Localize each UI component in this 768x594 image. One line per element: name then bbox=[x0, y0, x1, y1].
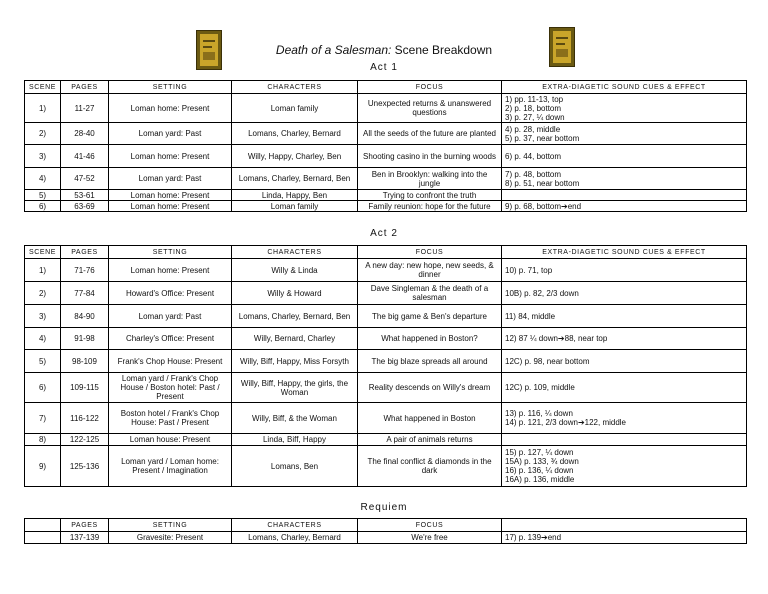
cue-line: 1) pp. 11-13, top bbox=[505, 94, 564, 104]
cell-scene: 1) bbox=[25, 259, 61, 282]
col-scene: SCENE bbox=[25, 81, 61, 94]
cell-scene: 8) bbox=[25, 434, 61, 446]
cell-scene: 6) bbox=[25, 201, 61, 212]
col-setting: SETTING bbox=[109, 246, 232, 259]
cell-cues bbox=[502, 328, 747, 350]
cell-scene: 2) bbox=[25, 123, 61, 145]
cell-focus: Dave Singleman & the death of a salesman bbox=[358, 282, 502, 305]
cell-pages: 53-61 bbox=[61, 190, 109, 201]
cell-characters: Willy, Happy, Charley, Ben bbox=[232, 145, 358, 168]
cell-focus: Reality descends on Willy's dream bbox=[358, 373, 502, 403]
cell-characters: Willy & Howard bbox=[232, 282, 358, 305]
cell-scene bbox=[25, 532, 61, 544]
cell-focus: The big blaze spreads all around bbox=[358, 350, 502, 373]
cell-focus: We're free bbox=[358, 532, 502, 544]
cue-line: 10B) p. 82, 2/3 down bbox=[505, 288, 579, 298]
cell-scene: 4) bbox=[25, 328, 61, 350]
cell-cues bbox=[502, 532, 747, 544]
cell-setting: Loman yard: Past bbox=[109, 168, 232, 190]
cell-cues bbox=[502, 259, 747, 282]
cell-focus: All the seeds of the future are planted bbox=[358, 123, 502, 145]
cue-line: 10) p. 71, top bbox=[505, 265, 553, 275]
cell-scene: 1) bbox=[25, 94, 61, 123]
table-row bbox=[25, 403, 747, 434]
col-scene-empty bbox=[25, 519, 61, 532]
cell-characters: Lomans, Charley, Bernard bbox=[232, 123, 358, 145]
col-scene: SCENE bbox=[25, 246, 61, 259]
cue-line: 12) 87 ¼ down➔88, near top bbox=[505, 334, 608, 343]
table-row bbox=[25, 201, 747, 212]
document-title bbox=[0, 43, 768, 57]
table-row bbox=[25, 446, 747, 487]
act2-header-row bbox=[25, 246, 747, 259]
col-pages: PAGES bbox=[61, 81, 109, 94]
table-row bbox=[25, 328, 747, 350]
cell-pages: 63-69 bbox=[61, 201, 109, 212]
cell-setting: Howard's Office: Present bbox=[109, 282, 232, 305]
cell-characters: Willy, Biff, Happy, the girls, the Woman bbox=[232, 373, 358, 403]
cell-pages: 41-46 bbox=[61, 145, 109, 168]
act2-title: Act 2 bbox=[370, 228, 398, 239]
cell-scene: 7) bbox=[25, 403, 61, 434]
cue-line: 14) p. 121, 2/3 down➔122, middle bbox=[505, 418, 627, 427]
cue-line: 9) p. 68, bottom➔end bbox=[505, 201, 582, 211]
act1-title: Act 1 bbox=[370, 62, 398, 73]
cell-pages: 116-122 bbox=[61, 403, 109, 434]
cell-setting: Loman yard: Past bbox=[109, 305, 232, 328]
requiem-header-row bbox=[25, 519, 747, 532]
cell-pages: 122-125 bbox=[61, 434, 109, 446]
cue-line: 3) p. 27, ¼ down bbox=[505, 112, 565, 122]
cell-setting: Loman yard / Loman home: Present / Imagination bbox=[109, 446, 232, 487]
table-row bbox=[25, 373, 747, 403]
table-row bbox=[25, 532, 747, 544]
col-cues: EXTRA-DIAGETIC SOUND CUES & EFFECT bbox=[502, 246, 747, 259]
cell-focus: Shooting casino in the burning woods bbox=[358, 145, 502, 168]
cell-cues bbox=[502, 168, 747, 190]
cell-pages: 47-52 bbox=[61, 168, 109, 190]
requiem-title: Requiem bbox=[360, 502, 408, 513]
cue-line: 11) 84, middle bbox=[505, 311, 556, 321]
cell-pages: 71-76 bbox=[61, 259, 109, 282]
cell-setting: Gravesite: Present bbox=[109, 532, 232, 544]
title-italic: Death of a Salesman: bbox=[275, 43, 392, 57]
cue-line: 5) p. 37, near bottom bbox=[505, 133, 580, 143]
cell-setting: Loman home: Present bbox=[109, 94, 232, 123]
cell-pages: 91-98 bbox=[61, 328, 109, 350]
cell-cues bbox=[502, 190, 747, 201]
cell-scene: 5) bbox=[25, 350, 61, 373]
cell-cues bbox=[502, 201, 747, 212]
table-row bbox=[25, 259, 747, 282]
cell-scene: 3) bbox=[25, 145, 61, 168]
cell-scene: 3) bbox=[25, 305, 61, 328]
cell-pages: 125-136 bbox=[61, 446, 109, 487]
cue-line: 17) p. 139➔end bbox=[505, 533, 562, 542]
cell-characters: Lomans, Charley, Bernard, Ben bbox=[232, 305, 358, 328]
table-row bbox=[25, 434, 747, 446]
act2-table bbox=[24, 245, 747, 487]
cell-pages: 11-27 bbox=[61, 94, 109, 123]
cue-line: 2) p. 18, bottom bbox=[505, 103, 562, 113]
cue-line: 7) p. 48, bottom bbox=[505, 169, 562, 179]
cue-line: 16A) p. 136, middle bbox=[505, 475, 575, 484]
cell-cues bbox=[502, 145, 747, 168]
cell-cues bbox=[502, 446, 747, 487]
cell-setting: Loman home: Present bbox=[109, 259, 232, 282]
cell-cues bbox=[502, 123, 747, 145]
requiem-table bbox=[24, 518, 747, 544]
col-pages: PAGES bbox=[61, 246, 109, 259]
cell-setting: Loman home: Present bbox=[109, 145, 232, 168]
table-row bbox=[25, 145, 747, 168]
cue-line: 6) p. 44, bottom bbox=[505, 151, 562, 161]
cell-characters: Lomans, Ben bbox=[232, 446, 358, 487]
cell-cues bbox=[502, 282, 747, 305]
col-setting: SETTING bbox=[109, 81, 232, 94]
cell-pages: 77-84 bbox=[61, 282, 109, 305]
col-pages: PAGES bbox=[61, 519, 109, 532]
cell-pages: 28-40 bbox=[61, 123, 109, 145]
table-row bbox=[25, 305, 747, 328]
cell-characters: Lomans, Charley, Bernard, Ben bbox=[232, 168, 358, 190]
cell-setting: Loman yard / Frank's Chop House / Boston hotel: Past / Present bbox=[109, 373, 232, 403]
cell-setting: Charley's Office: Present bbox=[109, 328, 232, 350]
cue-line: 12C) p. 98, near bottom bbox=[505, 356, 590, 366]
cell-focus: The final conflict & diamonds in the dark bbox=[358, 446, 502, 487]
table-row bbox=[25, 282, 747, 305]
cell-focus: Family reunion: hope for the future bbox=[358, 201, 502, 212]
cell-cues bbox=[502, 350, 747, 373]
cell-pages: 137-139 bbox=[61, 532, 109, 544]
title-rest: Scene Breakdown bbox=[391, 43, 493, 57]
table-row bbox=[25, 94, 747, 123]
cell-setting: Loman home: Present bbox=[109, 201, 232, 212]
cell-characters: Linda, Happy, Ben bbox=[232, 190, 358, 201]
cell-characters: Lomans, Charley, Bernard bbox=[232, 532, 358, 544]
cell-characters: Willy & Linda bbox=[232, 259, 358, 282]
cell-characters: Linda, Biff, Happy bbox=[232, 434, 358, 446]
cell-focus: A new day: new hope, new seeds, & dinner bbox=[358, 259, 502, 282]
cell-cues bbox=[502, 434, 747, 446]
cell-cues bbox=[502, 403, 747, 434]
table-row bbox=[25, 350, 747, 373]
cell-setting: Loman home: Present bbox=[109, 190, 232, 201]
col-characters: CHARACTERS bbox=[232, 246, 358, 259]
cell-characters: Willy, Bernard, Charley bbox=[232, 328, 358, 350]
cell-scene: 2) bbox=[25, 282, 61, 305]
table-row bbox=[25, 123, 747, 145]
col-characters: CHARACTERS bbox=[232, 81, 358, 94]
cell-pages: 98-109 bbox=[61, 350, 109, 373]
col-focus: FOCUS bbox=[358, 81, 502, 94]
cue-line: 4) p. 28, middle bbox=[505, 124, 561, 134]
cell-setting: Loman yard: Past bbox=[109, 123, 232, 145]
cue-line: 12C) p. 109, middle bbox=[505, 383, 575, 392]
cell-scene: 4) bbox=[25, 168, 61, 190]
cell-scene: 6) bbox=[25, 373, 61, 403]
cell-characters: Willy, Biff, Happy, Miss Forsyth bbox=[232, 350, 358, 373]
table-row bbox=[25, 168, 747, 190]
col-focus: FOCUS bbox=[358, 246, 502, 259]
cell-cues bbox=[502, 305, 747, 328]
col-cues-empty bbox=[502, 519, 747, 532]
cell-setting: Boston hotel / Frank's Chop House: Past / Present bbox=[109, 403, 232, 434]
cell-focus: What happened in Boston? bbox=[358, 328, 502, 350]
col-cues: EXTRA-DIAGETIC SOUND CUES & EFFECT bbox=[502, 81, 747, 94]
cell-characters: Loman family bbox=[232, 94, 358, 123]
cell-pages: 84-90 bbox=[61, 305, 109, 328]
cue-line: 15) p. 127, ¼ down bbox=[505, 448, 574, 457]
col-characters: CHARACTERS bbox=[232, 519, 358, 532]
cell-focus: Trying to confront the truth bbox=[358, 190, 502, 201]
table-row bbox=[25, 190, 747, 201]
cell-focus: A pair of animals returns bbox=[358, 434, 502, 446]
cell-focus: Unexpected returns & unanswered questions bbox=[358, 94, 502, 123]
cell-setting: Frank's Chop House: Present bbox=[109, 350, 232, 373]
cell-cues bbox=[502, 94, 747, 123]
cell-focus: What happened in Boston bbox=[358, 403, 502, 434]
cell-setting: Loman house: Present bbox=[109, 434, 232, 446]
cell-scene: 5) bbox=[25, 190, 61, 201]
act1-table bbox=[24, 80, 747, 212]
cue-line: 8) p. 51, near bottom bbox=[505, 178, 580, 188]
cell-focus: The big game & Ben's departure bbox=[358, 305, 502, 328]
cue-line: 16) p. 136, ¼ down bbox=[505, 466, 574, 475]
cell-scene: 9) bbox=[25, 446, 61, 487]
cell-characters: Loman family bbox=[232, 201, 358, 212]
cell-characters: Willy, Biff, & the Woman bbox=[232, 403, 358, 434]
col-setting: SETTING bbox=[109, 519, 232, 532]
cue-line: 13) p. 116, ¼ down bbox=[505, 409, 573, 418]
col-focus: FOCUS bbox=[358, 519, 502, 532]
cell-pages: 109-115 bbox=[61, 373, 109, 403]
cell-cues bbox=[502, 373, 747, 403]
cue-line: 15A) p. 133, ¾ down bbox=[505, 457, 579, 466]
cell-focus: Ben in Brooklyn: walking into the jungle bbox=[358, 168, 502, 190]
act1-header-row bbox=[25, 81, 747, 94]
